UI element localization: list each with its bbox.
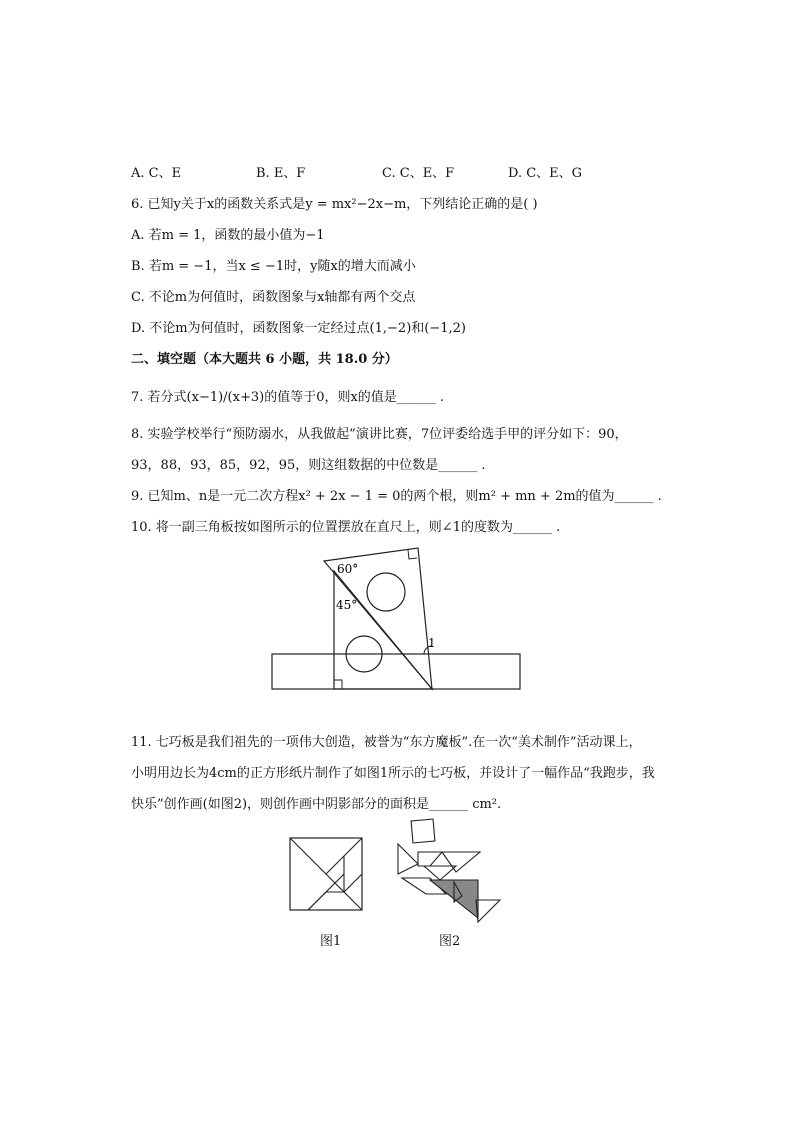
right-angle-mark-bottom <box>334 680 342 689</box>
caption-figure-2: 图2 <box>439 934 461 949</box>
question-6-stem: 6. 已知y关于x的函数关系式是y = mx²−2x−m，下列结论正确的是( ) <box>131 197 538 212</box>
question-8-line-2: 93，88，93，85，92，95，则这组数据的中位数是______ . <box>131 458 486 473</box>
right-angle-mark-top <box>408 550 417 559</box>
hole-circle-top <box>367 573 405 611</box>
question-7: 7. 若分式(x−1)/(x+3)的值等于0，则x的值是______ . <box>131 390 445 405</box>
option-a-q5: A. C、E <box>131 166 182 181</box>
tangram-figure-1 <box>290 838 362 910</box>
section-2-heading: 二、填空题（本大题共 6 小题，共 18.0 分） <box>131 352 398 367</box>
question-8-line-1: 8. 实验学校举行“预防溺水，从我做起”演讲比赛，7位评委给选手甲的评分如下：90， <box>131 427 628 442</box>
caption-figure-1: 图1 <box>320 934 342 949</box>
ruler-shape <box>272 654 520 689</box>
question-10: 10. 将一副三角板按如图所示的位置摆放在直尺上，则∠1的度数为______ . <box>131 520 561 535</box>
tangram-figure-2 <box>398 819 500 922</box>
option-c-q5: C. C、E、F <box>382 166 455 181</box>
question-11-line-3: 快乐”创作画(如图2)，则创作画中阴影部分的面积是______ cm². <box>131 797 502 812</box>
option-d-q5: D. C、E、G <box>508 166 583 181</box>
question-11-line-1: 11. 七巧板是我们祖先的一项伟大创造，被誉为“东方魔板”.在一次“美术制作”活动课上， <box>131 735 642 750</box>
question-9: 9. 已知m、n是一元二次方程x² + 2x − 1 = 0的两个根，则m² + mn + 2m的值为______ . <box>131 489 662 504</box>
question-6-option-a: A. 若m = 1，函数的最小值为−1 <box>131 228 325 243</box>
label-60: 60° <box>337 562 359 576</box>
question-6-option-b: B. 若m = −1，当x ≤ −1时，y随x的增大而减小 <box>131 259 416 274</box>
label-angle-1: 1 <box>428 636 436 650</box>
label-45: 45° <box>336 598 358 612</box>
option-b-q5: B. E、F <box>256 166 306 181</box>
question-11-line-2: 小明用边长为4cm的正方形纸片制作了如图1所示的七巧板，并设计了一幅作品“我跑步，我 <box>131 766 655 781</box>
question-6-option-c: C. 不论m为何值时，函数图象与x轴都有两个交点 <box>131 290 416 305</box>
question-6-option-d: D. 不论m为何值时，函数图象一定经过点(1,−2)和(−1,2) <box>131 321 466 336</box>
